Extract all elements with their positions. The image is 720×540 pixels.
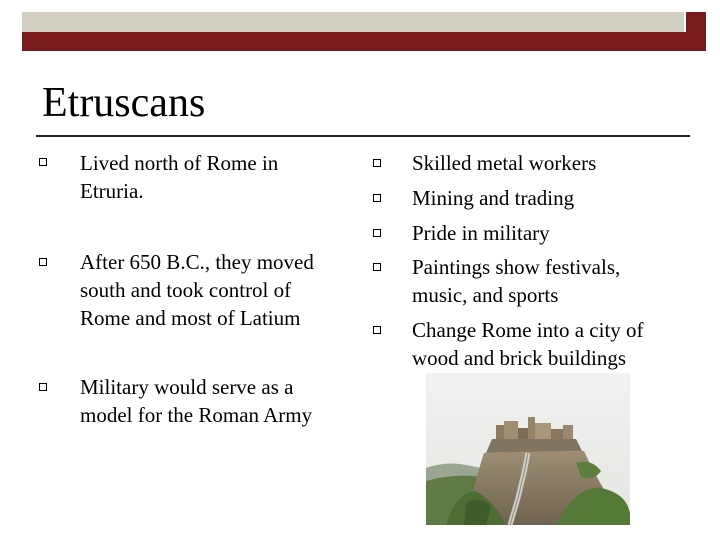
square-bullet-icon [373, 159, 381, 167]
decorative-header-bar [22, 12, 706, 40]
header-corner-square [686, 12, 706, 32]
header-band-light [22, 12, 684, 32]
bullet-line: Skilled metal workers [412, 151, 597, 175]
square-bullet-icon [39, 383, 47, 391]
square-bullet-icon [373, 263, 381, 271]
title-underline [36, 135, 690, 137]
left-bullet-1 [80, 149, 278, 205]
square-bullet-icon [373, 194, 381, 202]
bullet-line: After 650 B.C., they moved [80, 250, 314, 274]
header-band-dark [22, 32, 706, 51]
left-bullet-3 [80, 373, 312, 429]
right-bullet-1 [412, 149, 596, 177]
right-bullet-5 [412, 316, 644, 372]
bullet-line: wood and brick buildings [412, 346, 627, 370]
left-bullet-2 [80, 248, 314, 332]
right-bullet-3 [412, 219, 550, 247]
bullet-line: Rome and most of Latium [80, 306, 301, 330]
square-bullet-icon [373, 229, 381, 237]
right-bullet-4 [412, 253, 620, 309]
right-bullet-2 [412, 184, 574, 212]
slide-title: Etruscans [42, 80, 206, 126]
hilltop-town-photo [426, 373, 630, 525]
bullet-line: Paintings show festivals, [412, 255, 621, 279]
bullet-line: south and took control of [80, 278, 292, 302]
bullet-line: Military would serve as a [80, 375, 294, 399]
bullet-line: Change Rome into a city of [412, 318, 644, 342]
bullet-line: Lived north of Rome in [80, 151, 279, 175]
bullet-line: Pride in military [412, 221, 550, 245]
square-bullet-icon [373, 326, 381, 334]
bullet-line: music, and sports [412, 283, 559, 307]
bullet-line: Etruria. [80, 179, 144, 203]
bullet-line: Mining and trading [412, 186, 575, 210]
square-bullet-icon [39, 158, 47, 166]
square-bullet-icon [39, 258, 47, 266]
bullet-line: model for the Roman Army [80, 403, 313, 427]
